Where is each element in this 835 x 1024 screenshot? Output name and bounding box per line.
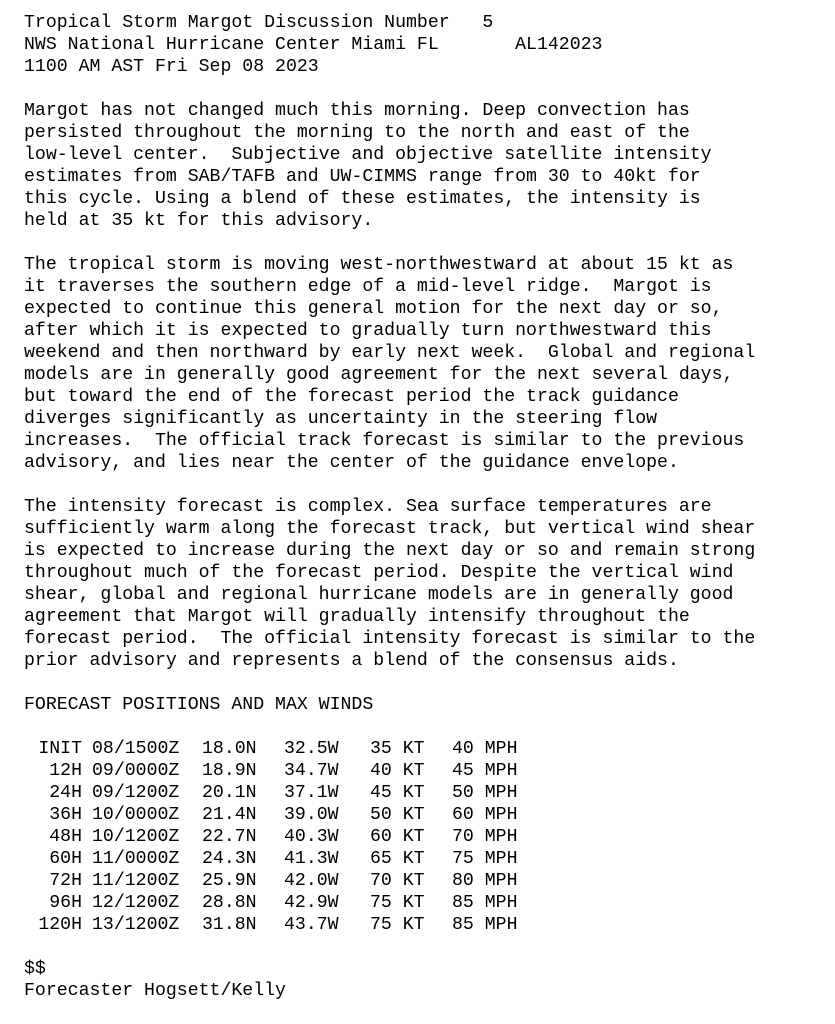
paragraph-track [24,254,824,474]
forecast-latitude: 28.8N [202,893,257,913]
forecast-valid-time: 08/1500Z [92,739,180,759]
forecast-longitude: 32.5W [284,739,339,759]
forecast-wind-mph: 50 MPH [452,783,518,803]
forecast-valid-time: 11/0000Z [92,849,180,869]
forecast-hour: 96H [49,893,82,913]
spacer [24,716,824,738]
forecast-row [24,804,532,826]
forecast-wind-kt: 70 KT [370,871,425,891]
forecast-wind-kt: 65 KT [370,849,425,869]
forecast-longitude: 40.3W [284,827,339,847]
paragraph-current-status [24,100,824,232]
forecast-longitude: 39.0W [284,805,339,825]
forecast-row [24,848,532,870]
forecast-valid-time: 09/0000Z [92,761,180,781]
discussion-title: Tropical Storm Margot Discussion Number 5 [24,13,494,33]
paragraph-line: held at 35 kt for this advisory. [24,211,374,231]
spacer [24,232,824,254]
forecast-latitude: 24.3N [202,849,257,869]
spacer [24,936,824,958]
paragraph-intensity [24,496,824,672]
forecast-hour: 24H [49,783,82,803]
forecast-wind-mph: 45 MPH [452,761,518,781]
forecast-latitude: 22.7N [202,827,257,847]
paragraph-line: The intensity forecast is complex. Sea surface temperatures are [24,497,712,517]
paragraph-line: sufficiently warm along the forecast track, but vertical wind shear [24,519,756,539]
forecast-wind-mph: 80 MPH [452,871,518,891]
discussion-document [24,12,824,1002]
forecaster-signature: Forecaster Hogsett/Kelly [24,981,286,1001]
spacer [24,78,824,100]
issuing-office: NWS National Hurricane Center Miami FL AL142023 [24,35,603,55]
paragraph-line: models are in generally good agreement for the next several days, [24,365,734,385]
paragraph-line: The tropical storm is moving west-northwestward at about 15 kt as [24,255,734,275]
paragraph-line: diverges significantly as uncertainty in the steering flow [24,409,658,429]
forecast-longitude: 42.0W [284,871,339,891]
forecast-longitude: 42.9W [284,893,339,913]
paragraph-line: increases. The official track forecast is similar to the previous [24,431,745,451]
paragraph-line: estimates from SAB/TAFB and UW-CIMMS range from 30 to 40kt for [24,167,701,187]
forecast-latitude: 20.1N [202,783,257,803]
forecast-wind-kt: 40 KT [370,761,425,781]
forecast-longitude: 43.7W [284,915,339,935]
forecast-row [24,892,532,914]
paragraph-line: this cycle. Using a blend of these estimates, the intensity is [24,189,701,209]
paragraph-line: shear, global and regional hurricane models are in generally good [24,585,734,605]
forecast-latitude: 21.4N [202,805,257,825]
forecast-table [24,738,532,936]
paragraph-line: agreement that Margot will gradually intensify throughout the [24,607,690,627]
forecast-heading: FORECAST POSITIONS AND MAX WINDS [24,695,374,715]
paragraph-line: persisted throughout the morning to the north and east of the [24,123,690,143]
forecast-wind-kt: 35 KT [370,739,425,759]
forecast-latitude: 18.9N [202,761,257,781]
paragraph-line: forecast period. The official intensity forecast is similar to the [24,629,756,649]
paragraph-line: prior advisory and represents a blend of the consensus aids. [24,651,679,671]
end-of-product-marker: $$ [24,959,46,979]
forecast-valid-time: 11/1200Z [92,871,180,891]
forecast-hour: INIT [38,739,82,759]
paragraph-line: advisory, and lies near the center of the guidance envelope. [24,453,679,473]
forecast-hour: 48H [49,827,82,847]
forecast-valid-time: 10/1200Z [92,827,180,847]
forecast-valid-time: 12/1200Z [92,893,180,913]
forecast-wind-mph: 70 MPH [452,827,518,847]
paragraph-line: weekend and then northward by early next week. Global and regional [24,343,756,363]
forecast-longitude: 41.3W [284,849,339,869]
forecast-hour: 60H [49,849,82,869]
forecast-longitude: 34.7W [284,761,339,781]
forecast-hour: 12H [49,761,82,781]
forecast-valid-time: 09/1200Z [92,783,180,803]
issue-time: 1100 AM AST Fri Sep 08 2023 [24,57,319,77]
paragraph-line: but toward the end of the forecast period the track guidance [24,387,679,407]
forecast-valid-time: 10/0000Z [92,805,180,825]
forecast-wind-kt: 75 KT [370,893,425,913]
forecast-wind-kt: 75 KT [370,915,425,935]
paragraph-line: expected to continue this general motion for the next day or so, [24,299,723,319]
forecast-row [24,782,532,804]
forecast-hour: 72H [49,871,82,891]
paragraph-line: after which it is expected to gradually turn northwestward this [24,321,712,341]
forecast-hour: 120H [38,915,82,935]
paragraph-line: low-level center. Subjective and objective satellite intensity [24,145,712,165]
forecast-latitude: 18.0N [202,739,257,759]
forecast-wind-mph: 40 MPH [452,739,518,759]
forecast-longitude: 37.1W [284,783,339,803]
paragraph-line: it traverses the southern edge of a mid-level ridge. Margot is [24,277,712,297]
forecast-wind-mph: 85 MPH [452,893,518,913]
forecast-row [24,914,532,936]
paragraph-line: is expected to increase during the next day or so and remain strong [24,541,756,561]
forecast-latitude: 31.8N [202,915,257,935]
forecast-row [24,738,532,760]
paragraph-line: Margot has not changed much this morning. Deep convection has [24,101,690,121]
forecast-valid-time: 13/1200Z [92,915,180,935]
spacer [24,474,824,496]
forecast-row [24,760,532,782]
forecast-row [24,870,532,892]
forecast-wind-kt: 45 KT [370,783,425,803]
forecast-hour: 36H [49,805,82,825]
paragraph-line: throughout much of the forecast period. Despite the vertical wind [24,563,734,583]
forecast-wind-mph: 60 MPH [452,805,518,825]
forecast-row [24,826,532,848]
forecast-latitude: 25.9N [202,871,257,891]
forecast-wind-kt: 60 KT [370,827,425,847]
forecast-table-body [24,738,532,936]
forecast-wind-mph: 85 MPH [452,915,518,935]
spacer [24,672,824,694]
forecast-wind-mph: 75 MPH [452,849,518,869]
forecast-wind-kt: 50 KT [370,805,425,825]
